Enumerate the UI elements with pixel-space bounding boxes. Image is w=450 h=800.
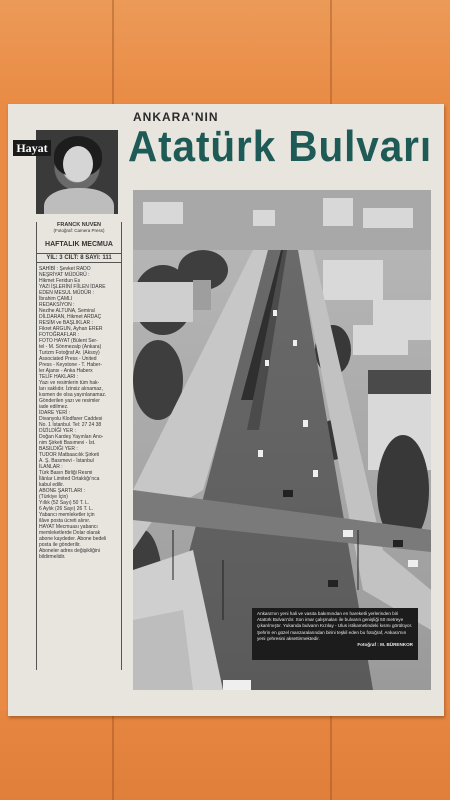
masthead-line: No. 1 İstanbul. Tel: 27 24 38 <box>39 422 102 428</box>
masthead-line: NEŞRİYAT MÜDÜRÜ : <box>39 272 90 278</box>
masthead-line: HAYAT Mecmuası yabancı <box>39 524 98 530</box>
masthead-line: TUDOR Matbaacılık Şirketi <box>39 452 100 458</box>
masthead-line: abone kaydeder. Abone bedeli <box>39 536 107 542</box>
masthead-line: DİLDARAN, Hikmet ARDAÇ <box>39 314 102 320</box>
masthead-line: TELİF HAKLARI : <box>39 374 79 380</box>
masthead-line: İbrahim ÇAMLI <box>39 296 73 302</box>
masthead-line: İLANLAR : <box>39 464 63 470</box>
masthead-line: iade edilmez. <box>39 404 69 410</box>
masthead-line: Associated Press - United <box>39 356 97 362</box>
masthead-line: Hikmet Feridun Es <box>39 278 81 284</box>
cover-credit: (Fotoğraf: Camera Press) <box>53 228 105 233</box>
masthead-line: REDAKSİYON : <box>39 302 75 308</box>
masthead-line: ları saklıdır. İzinsiz alınamaz, <box>39 386 103 392</box>
masthead-lines <box>37 266 121 560</box>
kicker-text: ANKARA'NIN <box>133 110 219 124</box>
masthead-line: ilâve posta ücreti alınır. <box>39 518 91 524</box>
masthead-line: bildirmelidir. <box>39 554 66 560</box>
masthead-line: FOTOĞRAFLAR : <box>39 332 80 338</box>
masthead-line: BASILDIĞI YER : <box>39 446 78 452</box>
masthead-line: 6 Aylık (26 Sayı) 26 T. L. <box>39 506 94 512</box>
masthead-line: Yıllık (52 Sayı) 50 T. L. <box>39 500 90 506</box>
masthead-line: DİZİLDİĞİ YER : <box>39 428 76 434</box>
hayat-logo: Hayat <box>13 140 51 156</box>
masthead-line: Doğan Kardeş Yayınları Ano- <box>39 434 104 440</box>
masthead-line: Press - Keystone - T. Haber- <box>39 362 102 368</box>
masthead-line: Yabancı memleketler için <box>39 512 95 518</box>
page-title: Atatürk Bulvarı <box>128 122 432 171</box>
masthead-line: Aboneler adres değişikliğini <box>39 548 100 554</box>
masthead-line: Divanyolu Klodfarer Caddesi <box>39 416 103 422</box>
masthead-column <box>36 222 122 670</box>
masthead-line: A. Ş. Basımevi - İstanbul <box>39 458 94 464</box>
masthead-line: İlânlar Limited Ortaklığı'nca <box>39 476 100 482</box>
caption-credit: Fotoğraf : M. BÜRENKOR <box>357 642 413 648</box>
magazine-page <box>8 104 444 716</box>
masthead-line: ABONE ŞARTLARI : <box>39 488 86 494</box>
masthead-line: Turizm Fotoğraf Ar. (Aksoy) <box>39 350 100 356</box>
photo-caption <box>252 608 418 660</box>
masthead-line: posta ile gönderilir. <box>39 542 81 548</box>
masthead-line: nim Şirketi Basımevi - İst. <box>39 440 96 446</box>
issue-info: YIL: 3 CİLT: 8 SAYI: 111 <box>37 253 121 263</box>
masthead-line: RESİM ve BAŞLIKLAR : <box>39 320 93 326</box>
masthead-line: Gönderilen yazı ve resimler <box>39 398 100 404</box>
masthead-line: kısmen de olsa yayınlanamaz. <box>39 392 107 398</box>
masthead-line: memleketlerde Dolar olarak <box>39 530 101 536</box>
masthead-line: (Türkiye İçin) <box>39 494 68 500</box>
masthead-line: YAZI İŞLERİNİ FİİLEN İDARE <box>39 284 106 290</box>
masthead-line: Fikret ARGUN, Ayhan ERER <box>39 326 103 332</box>
masthead-line: ler Ajansı - Anka Haberx <box>39 368 93 374</box>
masthead-line: İDARE YERİ : <box>39 410 71 416</box>
masthead-line: kabul edilir. <box>39 482 65 488</box>
masthead-line: SAHİBİ : Şevket RADO <box>39 266 91 272</box>
masthead-line: EDEN MESUL MÜDÜR : <box>39 290 95 296</box>
masthead-line: Nezihe ALTUNA, Semiral <box>39 308 95 314</box>
masthead-line: FOTO HAYAT (Bülent Ser- <box>39 338 98 344</box>
caption-text: Ankara'nın yeni hali ve vasıta bakımından en hareketli yerlerinden biri Atatürk Bulvarı'dır. Son imar çalışmaları ile bulvarın genişliği 50 metreye çıkarılmıştır. Yukarıda bulvarın Kızılay - Ulus istikametindeki kısmı görülüyor. Şehrin en güzel manzaralarından birini teşkil eden bu fotoğraf, Ankara'nın yeni çehresini aksettirmektedir. <box>257 611 413 641</box>
masthead-line: tel - M. Sönmezalp (Ankara) <box>39 344 102 350</box>
table-surface-bottom <box>0 710 450 800</box>
cover-name: FRANCK NUVEN <box>57 222 101 228</box>
magazine-name: HAFTALIK MECMUA <box>45 241 113 248</box>
table-surface-top <box>0 0 450 105</box>
masthead-line: Türk Basın Birliği Resmi <box>39 470 93 476</box>
masthead-line: Yazı ve resimlerin tüm hak- <box>39 380 100 386</box>
